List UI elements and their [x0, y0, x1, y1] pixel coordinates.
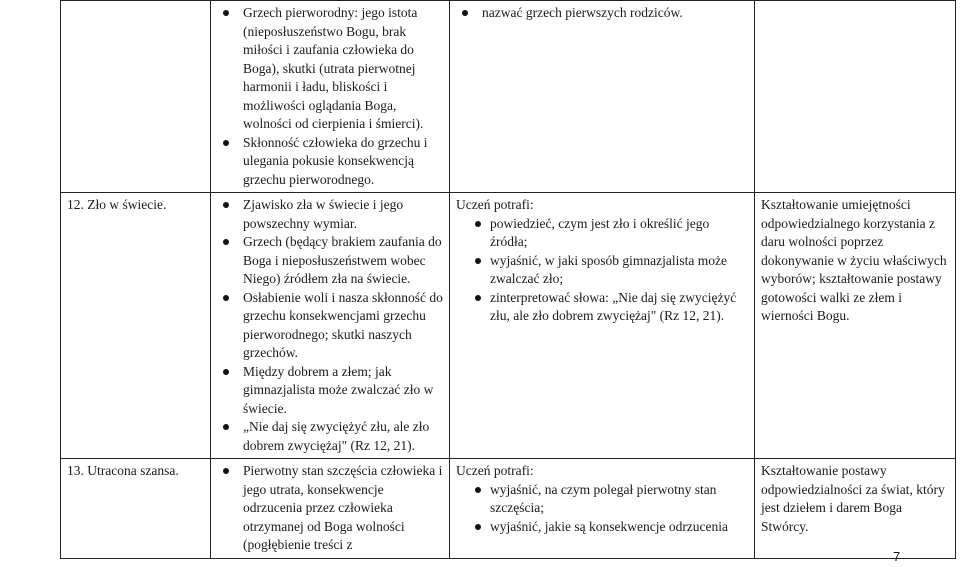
list-item: „Nie daj się zwyciężyć złu, ale zło dobrem zwyciężaj" (Rz 12, 21).: [217, 418, 443, 455]
requirements-list: [456, 481, 748, 537]
page-number: 7: [893, 549, 901, 564]
list-item: Skłonność człowieka do grzechu i ulegania pokusie konsekwencją grzechu pierworodnego.: [217, 134, 443, 190]
topic-cell: [61, 193, 211, 459]
requirements-list: [456, 4, 748, 23]
list-item: wyjaśnić, na czym polegał pierwotny stan szczęścia;: [456, 481, 748, 518]
curriculum-table: [60, 0, 956, 559]
content-cell: [211, 193, 450, 459]
content-list: [217, 4, 443, 189]
list-item: Między dobrem a złem; jak gimnazjalista może zwalczać zło w świecie.: [217, 363, 443, 419]
list-item: Zjawisko zła w świecie i jego powszechny wymiar.: [217, 196, 443, 233]
attitudes-text: Kształtowanie postawy odpowiedzialności za świat, który jest dziełem i darem Boga Stwórcy.: [761, 463, 945, 534]
table-row: [61, 193, 956, 459]
requirements-cell: [450, 459, 755, 559]
topic-cell: [61, 459, 211, 559]
list-item: wyjaśnić, jakie są konsekwencje odrzucenia: [456, 518, 748, 537]
requirements-cell: [450, 1, 755, 193]
list-item: Grzech pierworodny: jego istota (nieposłuszeństwo Bogu, brak miłości i zaufania człowieka do Boga), skutki (utrata pierwotnej harmonii i ładu, bliskości i możliwości oglądania Boga, wolności od cierpienia i śmierci).: [217, 4, 443, 134]
attitudes-cell: [755, 1, 956, 193]
topic-title: 13. Utracona szansa.: [67, 463, 179, 478]
attitudes-cell: [755, 193, 956, 459]
list-item: wyjaśnić, w jaki sposób gimnazjalista może zwalczać zło;: [456, 252, 748, 289]
content-list: [217, 462, 443, 555]
list-item: Grzech (będący brakiem zaufania do Boga i nieposłuszeństwem wobec Niego) źródłem zła na świecie.: [217, 233, 443, 289]
table-row: [61, 1, 956, 193]
content-cell: [211, 459, 450, 559]
table-row: [61, 459, 956, 559]
list-item: powiedzieć, czym jest zło i określić jego źródła;: [456, 215, 748, 252]
topic-cell: [61, 1, 211, 193]
list-item: zinterpretować słowa: „Nie daj się zwyciężyć złu, ale zło dobrem zwyciężaj" (Rz 12, 21).: [456, 289, 748, 326]
attitudes-text: Kształtowanie umiejętności odpowiedzialnego korzystania z daru wolności poprzez dokonywanie w życiu właściwych wyborów; kształtowanie postawy gotowości walki ze złem i wierności Bogu.: [761, 197, 947, 323]
requirements-cell: [450, 193, 755, 459]
list-item: Pierwotny stan szczęścia człowieka i jego utrata, konsekwencje odrzucenia przez człowieka otrzymanej od Boga wolności (pogłębienie treści z: [217, 462, 443, 555]
content-list: [217, 196, 443, 455]
requirements-intro: Uczeń potrafi:: [456, 197, 534, 212]
attitudes-cell: [755, 459, 956, 559]
requirements-list: [456, 215, 748, 326]
topic-title: 12. Zło w świecie.: [67, 197, 167, 212]
content-cell: [211, 1, 450, 193]
list-item: Osłabienie woli i nasza skłonność do grzechu konsekwencjami grzechu pierworodnego; skutki naszych grzechów.: [217, 289, 443, 363]
list-item: nazwać grzech pierwszych rodziców.: [456, 4, 748, 23]
requirements-intro: Uczeń potrafi:: [456, 463, 534, 478]
